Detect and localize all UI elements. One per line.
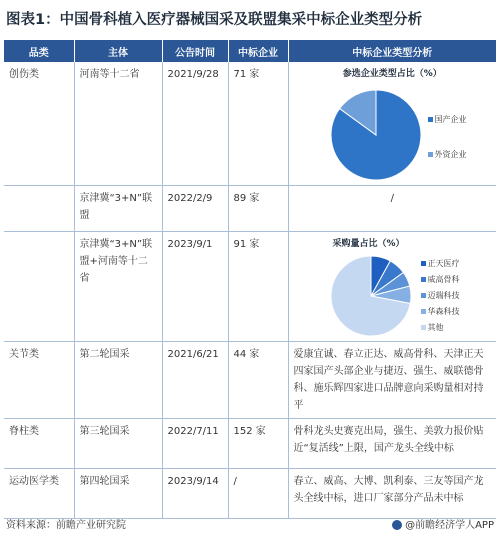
row-winners: 44 家 <box>228 342 288 419</box>
pie-2-legend-item <box>421 255 460 272</box>
pie-1-legend-item <box>428 146 467 163</box>
pie-2-container <box>293 253 493 339</box>
pie-1-legend-swatch <box>428 152 433 157</box>
pie-2-legend-item <box>421 287 460 304</box>
table-row <box>4 419 496 469</box>
pie-2-legend-label: 迈瑞科技 <box>427 291 460 300</box>
header-category: 品类 <box>4 40 74 62</box>
pie-1-legend-label: 国产企业 <box>434 115 467 124</box>
row-subject: 京津冀“3+N”联盟 <box>74 186 162 232</box>
pie-2-legend-swatch <box>421 277 426 282</box>
row-category: 运动医学类 <box>4 469 74 519</box>
pie-1-legend-item <box>428 111 467 128</box>
pie-2-legend-label: 其他 <box>427 323 444 332</box>
brand-credit <box>392 516 494 531</box>
pie-2-legend-item <box>421 319 444 336</box>
table-row <box>4 62 496 186</box>
row-subject: 第四轮国采 <box>74 469 162 519</box>
row-date: 2023/9/1 <box>162 232 228 342</box>
row-date: 2022/7/11 <box>162 419 228 469</box>
table-header-row <box>4 40 496 62</box>
pie-2-legend-swatch <box>421 293 426 298</box>
row-subject: 京津冀“3+N”联盟+河南等十二省 <box>74 232 162 342</box>
pie-2-legend-label: 正天医疗 <box>427 259 460 268</box>
row-winners: 89 家 <box>228 186 288 232</box>
row-winners: / <box>228 469 288 519</box>
pie-1-legend-label: 外资企业 <box>434 150 467 159</box>
pie-2-legend-item <box>421 271 460 288</box>
pie-1-legend-swatch <box>428 117 433 122</box>
page-title: 图表1：中国骨科植入医疗器械国采及联盟集采中标企业类型分析 <box>6 12 423 28</box>
header-date: 公告时间 <box>162 40 228 62</box>
table-row <box>4 186 496 232</box>
row-analysis: 骨科龙头史赛克出局，强生、美敦力报价贴近“复活线”上限，国产龙头全线中标 <box>288 419 496 469</box>
row-category <box>4 232 74 342</box>
row-date: 2023/9/14 <box>162 469 228 519</box>
row-analysis: 春立、威高、大博、凯利泰、三友等国产龙头全线中标，进口厂家部分产品未中标 <box>288 469 496 519</box>
row-date: 2021/6/21 <box>162 342 228 419</box>
procurement-table <box>4 40 496 519</box>
row-date: 2021/9/28 <box>162 62 228 186</box>
row-category: 脊柱类 <box>4 419 74 469</box>
pie-2-legend-swatch <box>421 261 426 266</box>
pie-2-legend-item <box>421 303 460 320</box>
row-date: 2022/2/9 <box>162 186 228 232</box>
pie-1-title: 参选企业类型占比（%） <box>342 69 442 79</box>
pie-2-title: 采购量占比（%） <box>332 239 405 249</box>
row-subject: 河南等十二省 <box>74 62 162 186</box>
row-winners: 71 家 <box>228 62 288 186</box>
row-subject: 第三轮国采 <box>74 419 162 469</box>
table-row <box>4 342 496 419</box>
pie-2-legend-swatch <box>421 309 426 314</box>
row-category: 创伤类 <box>4 62 74 186</box>
row-winners: 152 家 <box>228 419 288 469</box>
pie-2-legend-swatch <box>421 325 426 330</box>
pie-1-chart <box>321 87 431 187</box>
table-row <box>4 469 496 519</box>
row-analysis: / <box>288 186 496 232</box>
pie-2-legend-label: 华森科技 <box>427 307 460 316</box>
pie-1-container <box>293 83 493 183</box>
pie-2-chart <box>321 253 421 339</box>
source-note: 资料来源：前瞻产业研究院 <box>6 520 126 531</box>
brand-text: @前瞻经济学人APP <box>405 520 494 531</box>
row-analysis: 爱康宜诚、春立正达、威高骨科、天津正天四家国产头部企业与捷迈、强生、威联德骨科、施乐辉四家进口品牌意向采购量相对持平 <box>288 342 496 419</box>
row-category: 关节类 <box>4 342 74 419</box>
header-analysis: 中标企业类型分析 <box>288 40 496 62</box>
row-analysis-chart <box>288 232 496 342</box>
row-winners: 91 家 <box>228 232 288 342</box>
row-subject: 第二轮国采 <box>74 342 162 419</box>
header-subject: 主体 <box>74 40 162 62</box>
row-analysis-chart <box>288 62 496 186</box>
row-category <box>4 186 74 232</box>
table-row <box>4 232 496 342</box>
pie-2-legend-label: 威高骨科 <box>427 275 460 284</box>
brand-logo-icon <box>392 520 402 530</box>
header-winners: 中标企业 <box>228 40 288 62</box>
